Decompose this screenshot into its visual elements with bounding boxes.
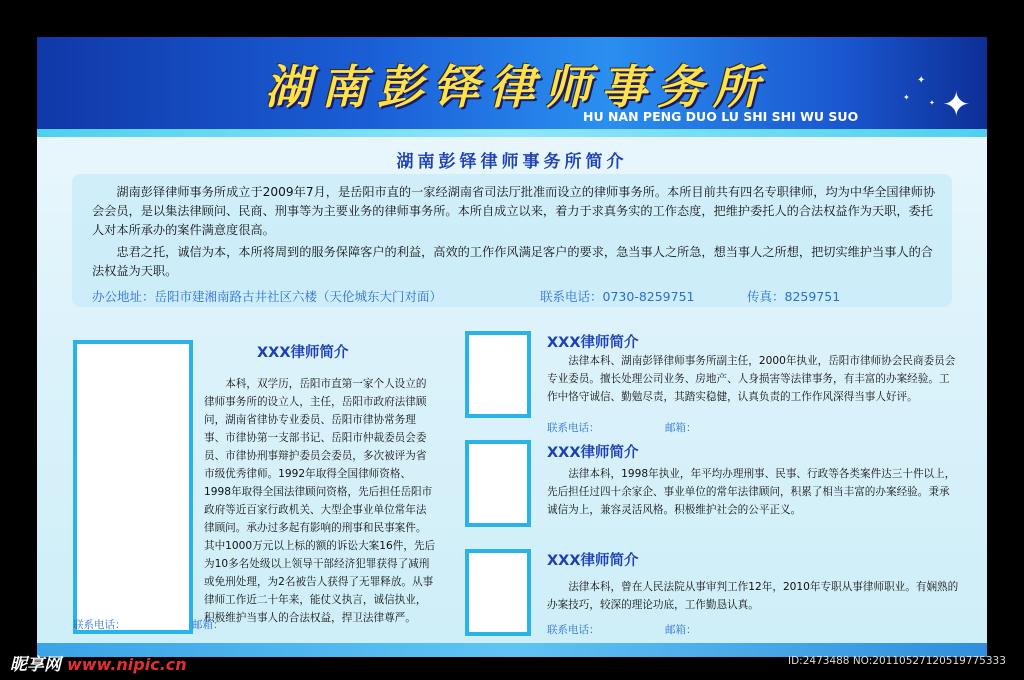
sparkle-star-icon: ✦: [903, 93, 910, 102]
lawyer-email-label: 邮箱：: [665, 624, 697, 636]
watermark-site-name: 昵享网: [10, 655, 61, 675]
lawyer-bio: 法律本科，1998年执业，年平均办理刑事、民事、行政等各类案件达三十件以上，先后担任过四十余家企、事业单位的常年法律顾问，积累了相当丰富的办案经验。秉承诚信为上，兼容灵活风格。积极维护社会的公平正义。: [547, 468, 956, 516]
intro-paragraph-2: 忠君之托，诚信为本，本所将周到的服务保障客户的利益，高效的工作作风满足客户的要求，急当事人之所急，想当事人之所想，把切实维护当事人的合法权益为天职。: [92, 245, 933, 278]
watermark-id: ID:2473488 NO:20110527120519775333: [788, 655, 1006, 667]
lawyer-heading: XXX律师简介: [547, 335, 639, 351]
lawyer-photo-frame: [465, 440, 531, 527]
header-divider: [37, 129, 987, 137]
lawyer-heading: XXX律师简介: [547, 553, 639, 569]
lawyer-bio: 本科，双学历，岳阳市直第一家个人设立的律师事务所的设立人，主任，岳阳市政府法律顾问，湖南省律协专业委员、岳阳市律协常务理事、市律协第一支部书记、岳阳市仲裁委员会委员、市律协刑事辩护委员会委员，多次被评为省市级优秀律师。1992年取得全国律师资格、1998年取得全国法律顾问资格，先后担任岳阳市政府等近百家行政机关、大型企事业单位常年法律顾问。承办过多起有影响的刑事和民事案件。其中1000万元以上标的额的诉讼大案16件，先后为10多名处级以上领导干部经济犯罪获得了减刑或免刑处理，为2名被告人获得了无罪释放。从事律师工作近二十年来，能仗义执言，诚信执业，积极维护当事人的合法权益，捍卫法律尊严。: [204, 378, 436, 624]
sparkle-star-icon: ✦: [917, 75, 926, 86]
watermark-url: www.nipic.cn: [67, 655, 187, 674]
intro-paragraph-1: 湖南彭铎律师事务所成立于2009年7月，是岳阳市直的一家经湖南省司法厅批准而设立的律师事务所。本所目前共有四名专职律师，均为中华全国律师协会会员，是以集法律顾问、民商、刑事等为主要业务的律师事务所。本所自成立以来，着力于求真务实的工作态度，把维护委托人的合法权益作为天职，委托人对本所承办的案件满意度很高。: [92, 185, 936, 237]
header-banner: [37, 37, 987, 129]
office-fax: 传真：8259751: [747, 289, 841, 304]
poster-board: [37, 37, 987, 657]
sparkle-star-icon: ✦: [942, 85, 971, 125]
lawyer-heading: XXX律师简介: [257, 345, 349, 361]
lawyer-phone-label: 联系电话：: [73, 619, 126, 631]
lawyer-bio: 法律本科，曾在人民法院从事审判工作12年，2010年专职从事律师职业。有娴熟的办案技巧，较深的理论功底，工作勤恳认真。: [547, 581, 959, 611]
main-title: 湖南彭铎律师事务所: [265, 60, 769, 114]
lawyer-email-label: 邮箱：: [665, 422, 697, 434]
lawyer-heading: XXX律师简介: [547, 445, 639, 461]
lawyer-email-label: 邮箱：: [192, 619, 224, 631]
office-phone: 联系电话：0730-8259751: [540, 289, 695, 304]
lawyer-photo-frame: [465, 331, 531, 418]
sparkle-star-icon: ✦: [929, 99, 935, 107]
pinyin-subtitle: HU NAN PENG DUO LU SHI SHI WU SUO: [583, 109, 859, 124]
lawyer-bio: 法律本科、湖南彭铎律师事务所副主任，2000年执业，岳阳市律师协会民商委员会专业委员。擅长处理公司业务、房地产、人身损害等法律事务，有丰富的办案经验。工作中恪守诚信、勤勉尽责，其踏实稳健，认真负责的工作作风深得当事人好评。: [547, 355, 956, 403]
intro-heading: 湖南彭铎律师事务所简介: [396, 152, 628, 172]
lawyer-phone-label: 联系电话：: [547, 624, 600, 636]
lawyer-phone-label: 联系电话：: [547, 422, 600, 434]
lawyer-photo-frame: [465, 549, 531, 636]
watermark-logo: [10, 650, 187, 675]
office-address: 办公地址：岳阳市建湘南路古井社区六楼（天伦城东大门对面）: [92, 289, 443, 304]
